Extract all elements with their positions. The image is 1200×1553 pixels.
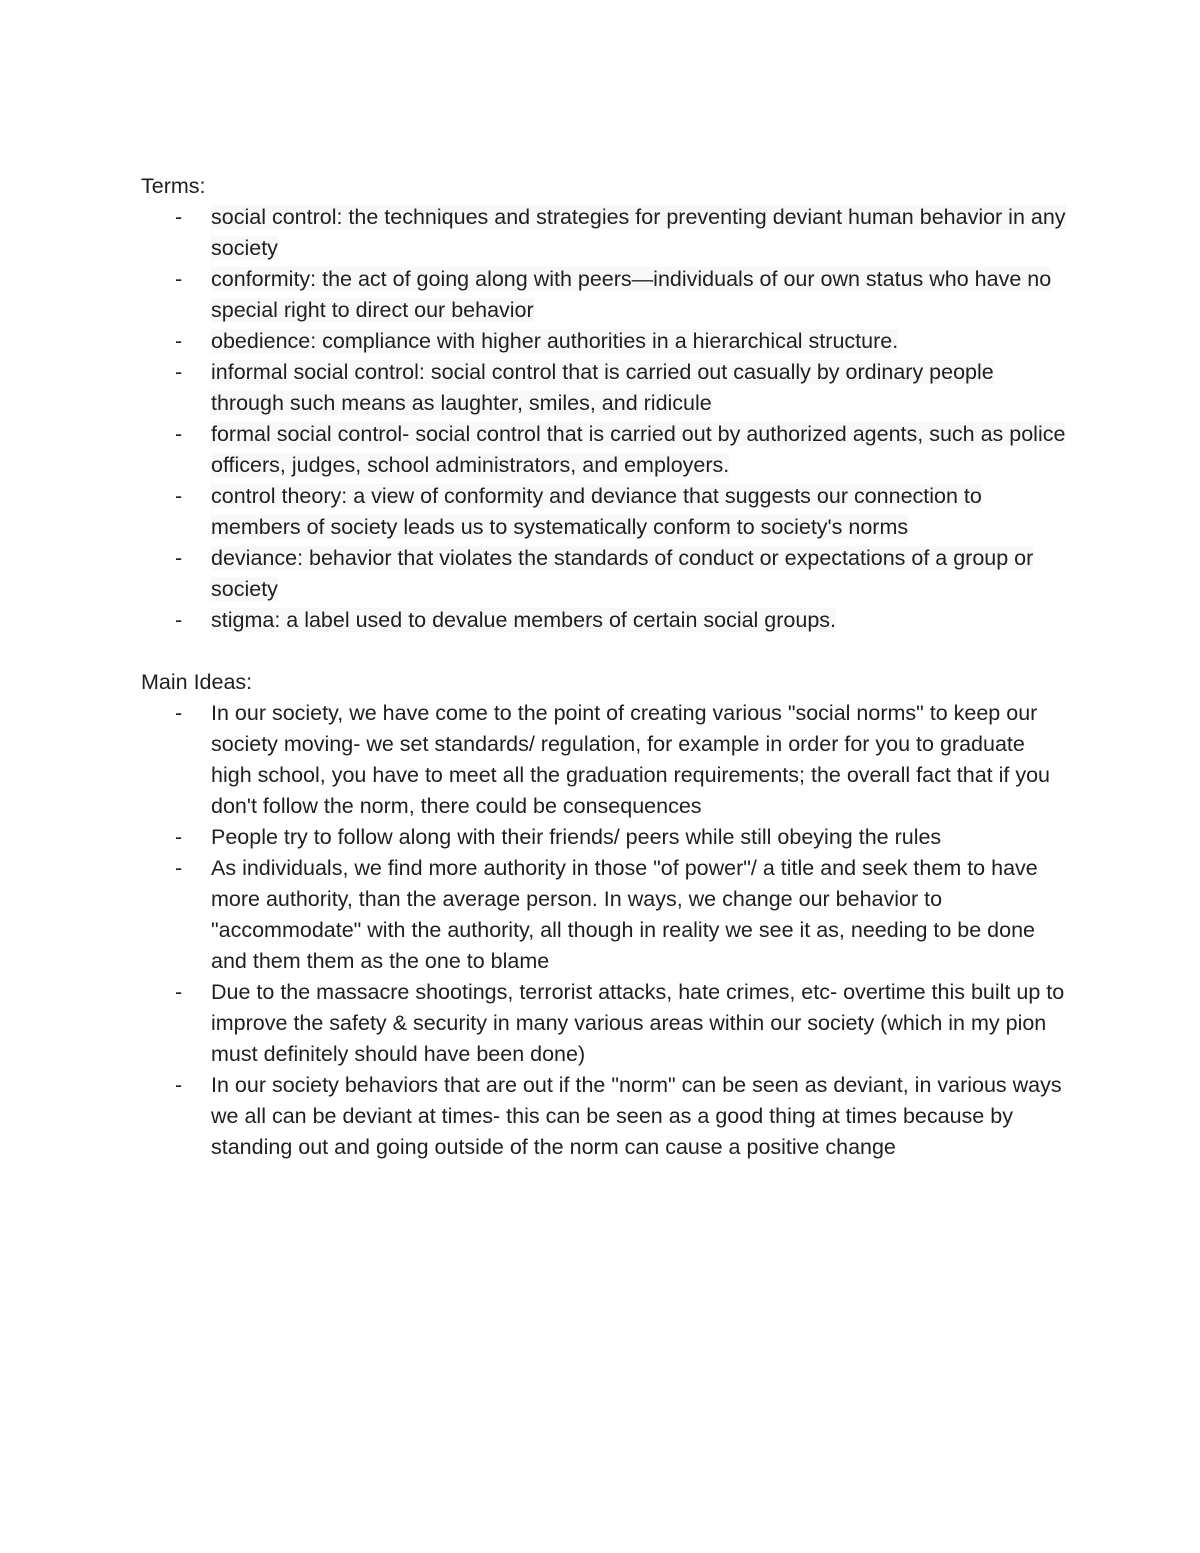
term-item [141, 605, 1071, 636]
term-text: deviance: behavior that violates the standards of conduct or expectations of a group or society [211, 546, 1034, 601]
term-item [141, 543, 1071, 605]
main-ideas-list [141, 698, 1071, 1163]
term-item [141, 481, 1071, 543]
bullet-dash: - [175, 267, 183, 291]
term-text: informal social control: social control that is carried out casually by ordinary people through such means as laughter, smiles, and ridicule [211, 360, 994, 415]
idea-text: Due to the massacre shootings, terrorist attacks, hate crimes, etc- overtime this built up to improve the safety & security in many various areas within our society (which in my pion must definitely should have been done) [211, 980, 1065, 1066]
bullet-dash: - [175, 422, 183, 446]
idea-text: In our society, we have come to the point of creating various "social norms" to keep our society moving- we set standards/ regulation, for example in order for you to graduate high school, you have to meet all the graduation requirements; the overall fact that if you don't follow the norm, there could be consequences [211, 701, 1050, 818]
bullet-dash: - [175, 980, 183, 1004]
term-text: control theory: a view of conformity and deviance that suggests our connection to members of society leads us to systematically conform to society's norms [211, 484, 982, 539]
section-spacer [141, 636, 1071, 667]
main-ideas-heading: Main Ideas: [141, 670, 253, 694]
idea-text: As individuals, we find more authority in those "of power"/ a title and seek them to have more authority, than the average person. In ways, we change our behavior to "accommodate" with the authority, all though in reality we see it as, needing to be done and them them as the one to blame [211, 856, 1038, 973]
bullet-dash: - [175, 546, 183, 570]
bullet-dash: - [175, 1073, 183, 1097]
term-text: obedience: compliance with higher authorities in a hierarchical structure. [211, 329, 899, 353]
bullet-dash: - [175, 825, 183, 849]
bullet-dash: - [175, 701, 183, 725]
document-body [141, 171, 1071, 1163]
term-text: conformity: the act of going along with peers—individuals of our own status who have no special right to direct our behavior [211, 267, 1052, 322]
term-text: stigma: a label used to devalue members of certain social groups. [211, 608, 837, 632]
term-item [141, 326, 1071, 357]
bullet-dash: - [175, 856, 183, 880]
bullet-dash: - [175, 205, 183, 229]
main-ideas-section [141, 667, 1071, 1163]
term-item [141, 202, 1071, 264]
term-item [141, 264, 1071, 326]
idea-text: People try to follow along with their friends/ peers while still obeying the rules [211, 825, 942, 849]
bullet-dash: - [175, 329, 183, 353]
term-text: social control: the techniques and strategies for preventing deviant human behavior in any society [211, 205, 1066, 260]
idea-item [141, 977, 1071, 1070]
bullet-dash: - [175, 360, 183, 384]
terms-list [141, 202, 1071, 636]
terms-heading: Terms: [141, 174, 206, 198]
term-item [141, 419, 1071, 481]
idea-text: In our society behaviors that are out if the "norm" can be seen as deviant, in various ways we all can be deviant at times- this can be seen as a good thing at times because by standing out and going outside of the norm can cause a positive change [211, 1073, 1062, 1159]
idea-item [141, 698, 1071, 822]
idea-item [141, 853, 1071, 977]
term-item [141, 357, 1071, 419]
terms-section [141, 171, 1071, 636]
idea-item [141, 1070, 1071, 1163]
term-text: formal social control- social control that is carried out by authorized agents, such as police officers, judges, school administrators, and employers. [211, 422, 1066, 477]
bullet-dash: - [175, 608, 183, 632]
idea-item [141, 822, 1071, 853]
bullet-dash: - [175, 484, 183, 508]
